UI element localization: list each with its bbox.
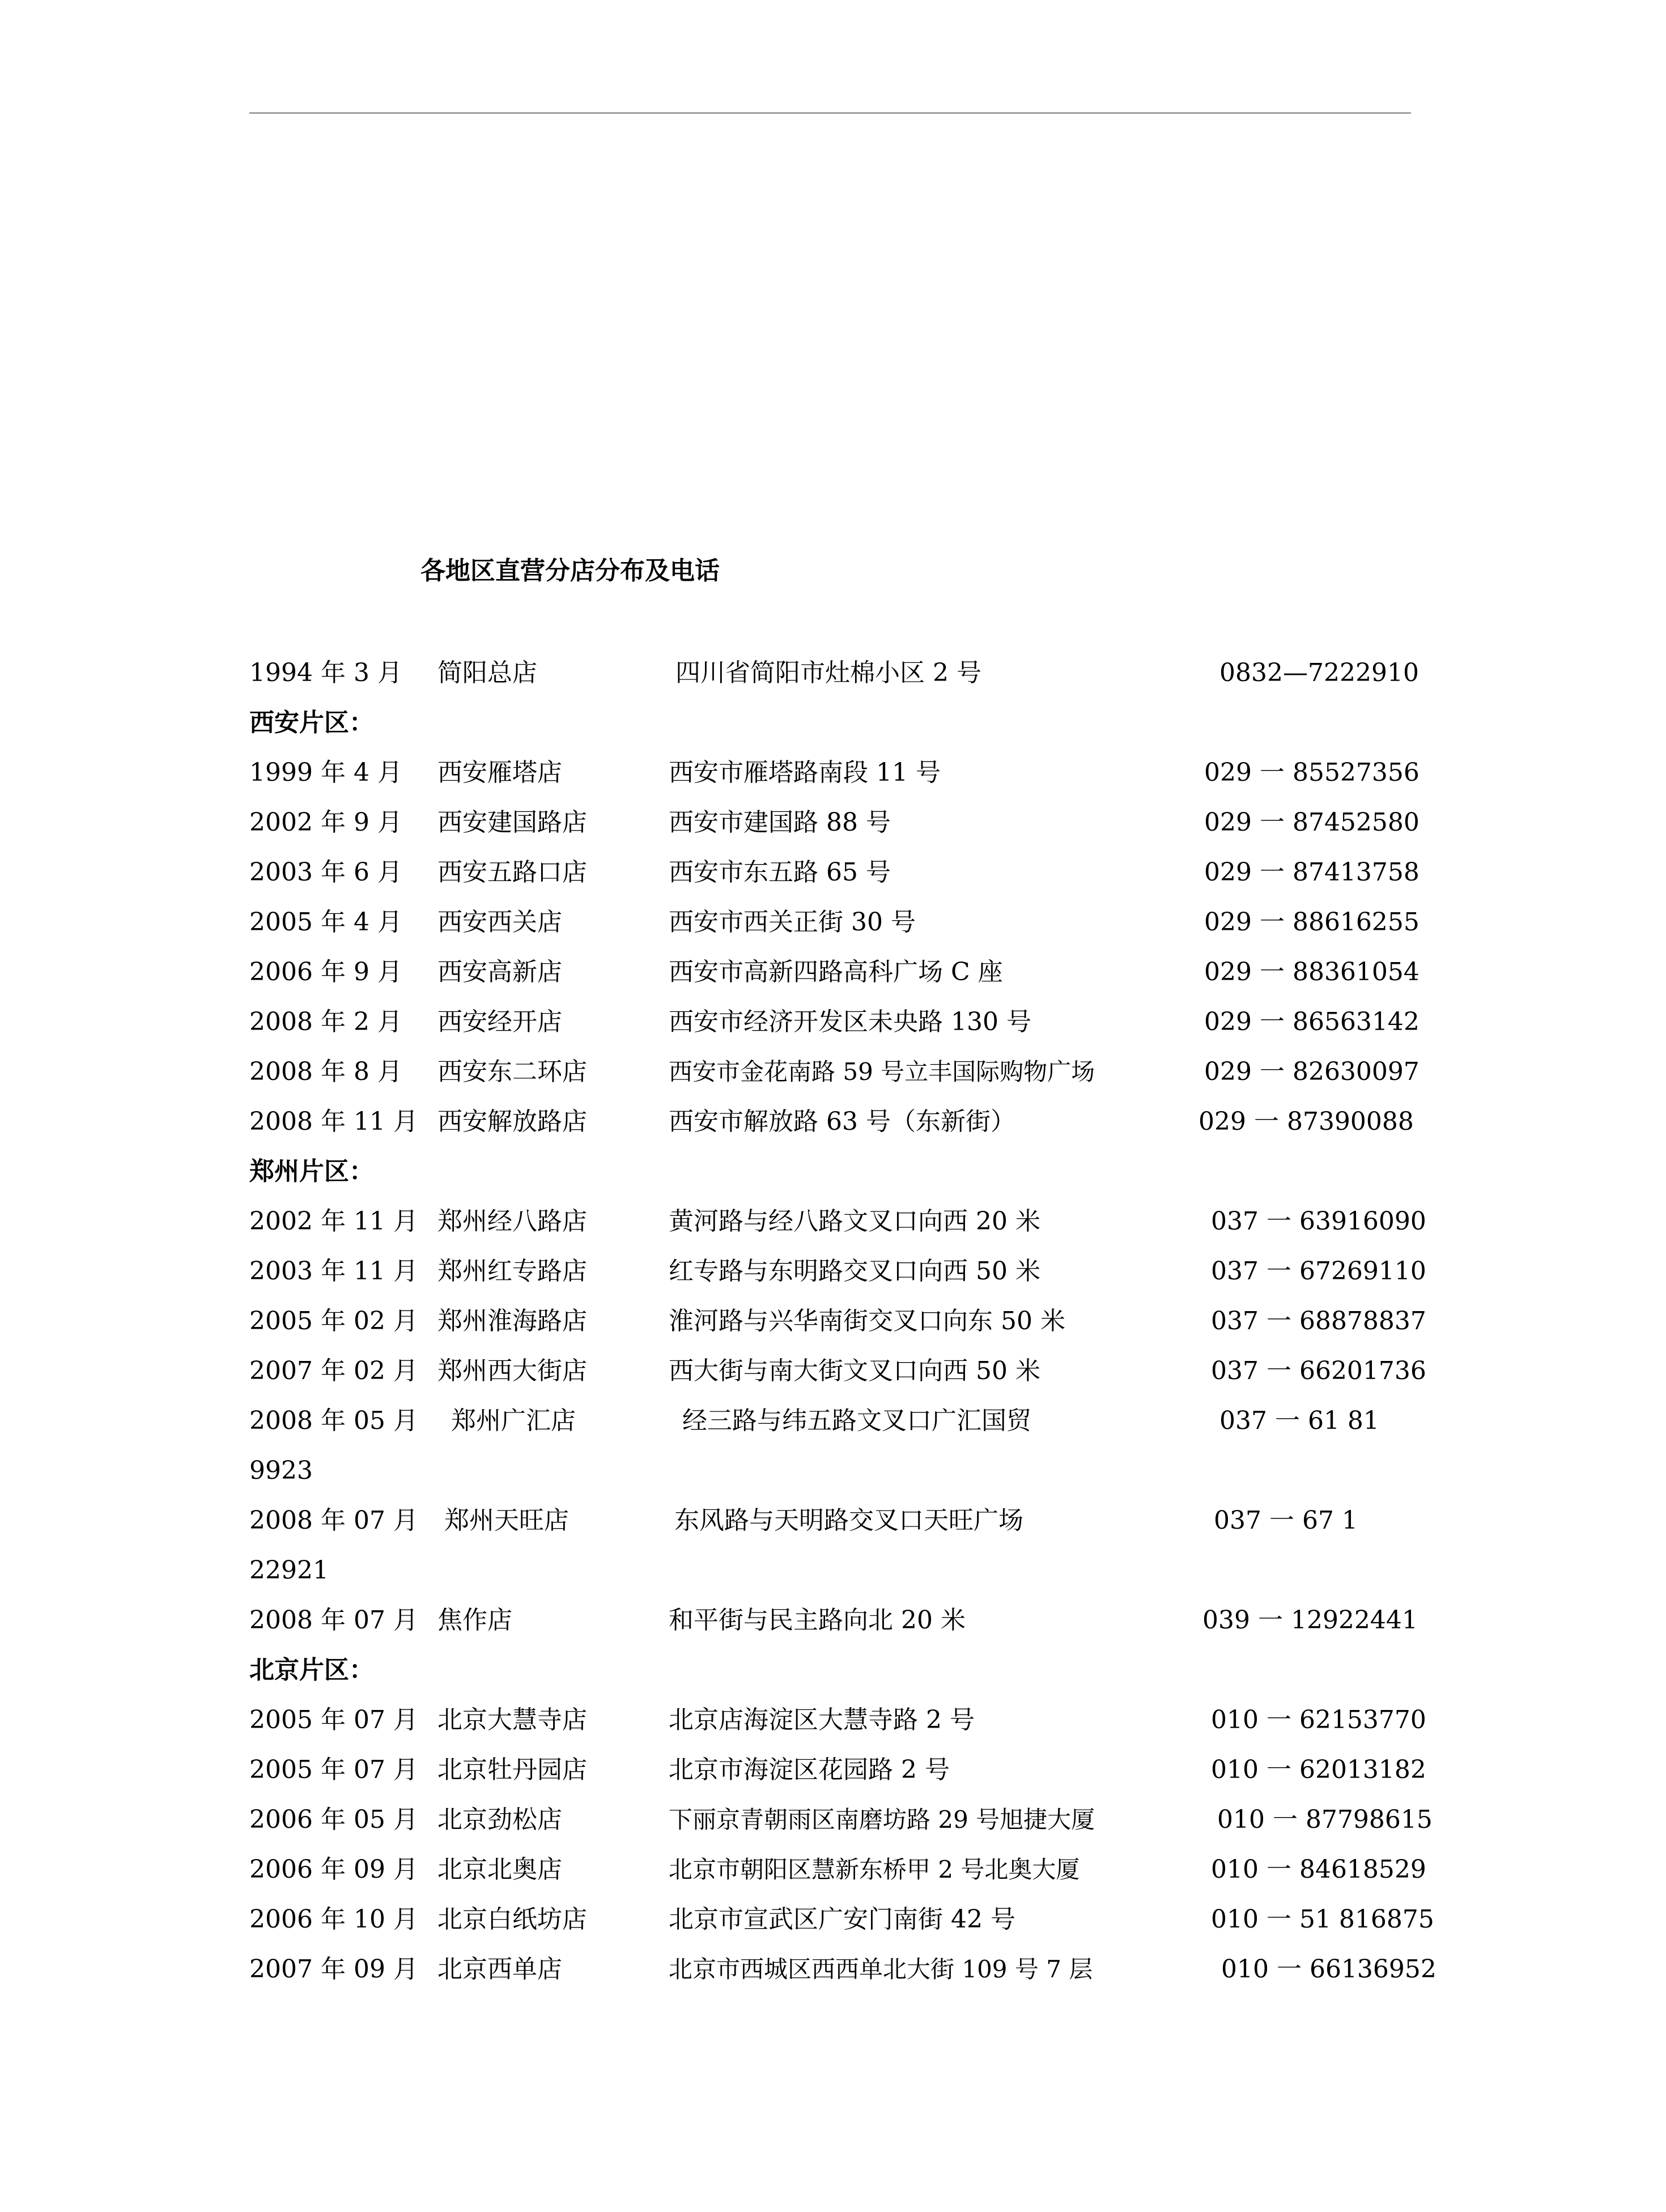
store-phone: 029 一 87452580 <box>1204 808 1420 837</box>
store-date: 2008 年 11 月 <box>249 1107 418 1136</box>
store-phone: 029 一 88361054 <box>1204 958 1420 986</box>
store-address: 北京市海淀区花园路 2 号 <box>669 1755 950 1784</box>
store-name: 简阳总店 <box>437 658 537 687</box>
store-address: 西安市西关正街 30 号 <box>669 908 916 937</box>
store-row <box>0 1596 1666 1645</box>
store-address: 下丽京青朝雨区南磨坊路 29 号旭捷大厦 <box>669 1806 1095 1834</box>
store-row <box>0 1296 1666 1346</box>
store-phone: 0832—7222910 <box>1219 658 1419 687</box>
store-name: 郑州西大街店 <box>437 1356 587 1385</box>
region-heading-beijing: 北京片区： <box>249 1656 374 1684</box>
store-address: 东风路与天明路交叉口天旺广场 <box>674 1506 1023 1535</box>
store-address: 和平街与民主路向北 20 米 <box>669 1606 966 1635</box>
store-date: 2006 年 05 月 <box>249 1805 418 1834</box>
store-row <box>0 798 1666 848</box>
store-date: 2008 年 05 月 <box>249 1406 418 1435</box>
store-address: 北京店海淀区大慧寺路 2 号 <box>669 1705 975 1734</box>
store-row <box>0 1396 1666 1446</box>
store-date: 1994 年 3 月 <box>249 658 402 687</box>
region-heading-zhengzhou: 郑州片区： <box>249 1157 374 1186</box>
store-date: 2005 年 02 月 <box>249 1307 418 1335</box>
headquarters-row <box>0 648 1666 698</box>
store-phone: 037 一 68878837 <box>1211 1307 1426 1335</box>
store-date: 2008 年 8 月 <box>249 1057 402 1086</box>
document-title: 各地区直营分店分布及电话 <box>420 556 720 585</box>
store-address: 西安市解放路 63 号（东新街） <box>669 1107 1015 1136</box>
store-address: 西安市经济开发区未央路 130 号 <box>669 1007 1031 1036</box>
store-row <box>0 997 1666 1047</box>
store-row <box>0 947 1666 997</box>
store-row <box>0 1346 1666 1396</box>
store-date: 2003 年 11 月 <box>249 1257 418 1286</box>
store-row <box>0 1097 1666 1147</box>
store-phone: 029 一 87390088 <box>1198 1107 1414 1136</box>
store-date: 2008 年 07 月 <box>249 1606 418 1635</box>
store-address: 西安市高新四路高科广场 C 座 <box>669 958 1003 986</box>
store-row <box>0 1895 1666 1945</box>
store-phone: 029 一 86563142 <box>1204 1007 1420 1036</box>
store-address: 淮河路与兴华南街交叉口向东 50 米 <box>669 1307 1065 1335</box>
store-phone: 037 一 67 1 <box>1214 1506 1358 1535</box>
store-name: 焦作店 <box>437 1606 512 1635</box>
store-phone: 029 一 88616255 <box>1204 908 1420 937</box>
store-date: 2002 年 9 月 <box>249 808 402 837</box>
store-row <box>0 1496 1666 1546</box>
store-name: 北京牡丹园店 <box>437 1755 587 1784</box>
store-address: 北京市宣武区广安门南街 42 号 <box>669 1905 1015 1934</box>
store-name: 西安解放路店 <box>437 1107 587 1136</box>
store-address: 北京市朝阳区慧新东桥甲 2 号北奥大厦 <box>669 1856 1080 1883</box>
store-name: 西安高新店 <box>437 958 562 986</box>
store-date: 2005 年 07 月 <box>249 1705 418 1734</box>
store-name: 郑州红专路店 <box>437 1257 587 1286</box>
store-phone: 037 一 66201736 <box>1211 1356 1426 1385</box>
store-name: 西安经开店 <box>437 1007 562 1036</box>
store-name: 西安东二环店 <box>437 1057 587 1086</box>
store-phone: 029 一 87413758 <box>1204 858 1420 887</box>
store-address: 西安市雁塔路南段 11 号 <box>669 758 941 787</box>
store-date: 2008 年 07 月 <box>249 1506 418 1535</box>
store-row <box>0 1695 1666 1745</box>
store-row <box>0 1197 1666 1247</box>
store-name: 西安西关店 <box>437 908 562 937</box>
store-phone: 029 一 85527356 <box>1204 758 1420 787</box>
store-date: 2005 年 07 月 <box>249 1755 418 1784</box>
store-row <box>0 748 1666 798</box>
store-row <box>0 1845 1666 1895</box>
store-address: 北京市西城区西西单北大街 109 号 7 层 <box>669 1955 1093 1983</box>
store-name: 北京西单店 <box>437 1955 562 1984</box>
store-date: 2006 年 10 月 <box>249 1905 418 1934</box>
store-phone-continuation: 9923 <box>249 1456 313 1485</box>
store-phone: 010 一 62153770 <box>1211 1705 1426 1734</box>
store-row <box>0 1745 1666 1795</box>
store-date: 2003 年 6 月 <box>249 858 402 887</box>
store-name: 郑州广汇店 <box>451 1406 576 1435</box>
store-address: 西安市建国路 88 号 <box>669 808 891 837</box>
store-name: 郑州淮海路店 <box>437 1307 587 1335</box>
store-row <box>0 1795 1666 1845</box>
store-name: 北京白纸坊店 <box>437 1905 587 1934</box>
store-row <box>0 897 1666 947</box>
store-row <box>0 1945 1666 1994</box>
region-heading-xian: 西安片区： <box>249 708 374 737</box>
store-date: 2007 年 02 月 <box>249 1356 418 1385</box>
store-phone: 039 一 12922441 <box>1202 1606 1418 1635</box>
store-address: 四川省简阳市灶棉小区 2 号 <box>675 658 981 687</box>
store-date: 2006 年 9 月 <box>249 958 402 986</box>
store-phone: 010 一 51 816875 <box>1211 1905 1434 1934</box>
store-name: 郑州天旺店 <box>444 1506 569 1535</box>
store-date: 2006 年 09 月 <box>249 1855 418 1884</box>
store-phone: 010 一 62013182 <box>1211 1755 1426 1784</box>
store-name: 西安五路口店 <box>437 858 587 887</box>
store-address: 黄河路与经八路文叉口向西 20 米 <box>669 1207 1040 1236</box>
store-name: 郑州经八路店 <box>437 1207 587 1236</box>
store-phone-continuation: 22921 <box>249 1556 329 1585</box>
store-phone: 037 一 63916090 <box>1211 1207 1426 1236</box>
store-name: 北京劲松店 <box>437 1805 562 1834</box>
store-name: 西安雁塔店 <box>437 758 562 787</box>
store-address: 红专路与东明路交叉口向西 50 米 <box>669 1257 1040 1286</box>
store-date: 2002 年 11 月 <box>249 1207 418 1236</box>
store-phone: 010 一 84618529 <box>1211 1855 1426 1884</box>
store-date: 2007 年 09 月 <box>249 1955 418 1984</box>
store-name: 北京北奥店 <box>437 1855 562 1884</box>
store-phone: 037 一 61 81 <box>1219 1406 1379 1435</box>
store-name: 北京大慧寺店 <box>437 1705 587 1734</box>
store-phone: 010 一 87798615 <box>1217 1805 1433 1834</box>
store-row <box>0 848 1666 897</box>
store-phone: 037 一 67269110 <box>1211 1257 1426 1286</box>
store-phone: 010 一 66136952 <box>1221 1955 1436 1984</box>
store-date: 2008 年 2 月 <box>249 1007 402 1036</box>
store-row <box>0 1247 1666 1296</box>
store-address: 西安市东五路 65 号 <box>669 858 891 887</box>
store-address: 西安市金花南路 59 号立丰国际购物广场 <box>669 1058 1095 1086</box>
store-address: 经三路与纬五路文叉口广汇国贸 <box>682 1406 1031 1435</box>
store-date: 1999 年 4 月 <box>249 758 402 787</box>
store-date: 2005 年 4 月 <box>249 908 402 937</box>
store-name: 西安建国路店 <box>437 808 587 837</box>
store-phone: 029 一 82630097 <box>1204 1057 1420 1086</box>
store-row <box>0 1047 1666 1097</box>
store-address: 西大街与南大街文叉口向西 50 米 <box>669 1356 1040 1385</box>
header-rule <box>249 112 1411 114</box>
